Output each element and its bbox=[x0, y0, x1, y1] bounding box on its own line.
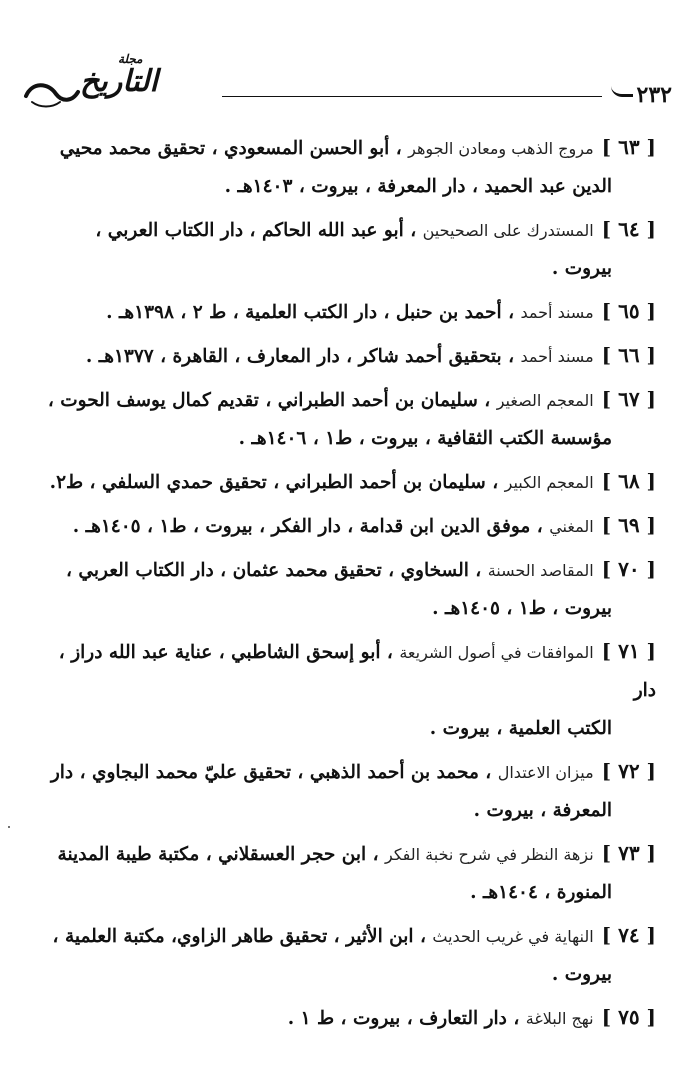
entry-details: ، السخاوي ، تحقيق محمد عثمان ، دار الكتاب العربي ، bbox=[66, 560, 488, 581]
entry-details: ، أبو عبد الله الحاكم ، دار الكتاب العربي ، bbox=[95, 220, 423, 241]
bibliography-entry bbox=[40, 752, 656, 830]
entry-details: ، بتحقيق أحمد شاكر ، دار المعارف ، القاهرة ، ١٣٧٧هـ . bbox=[85, 346, 521, 367]
entry-continuation: بيروت ، ط١ ، ١٤٠٥هـ . bbox=[432, 598, 612, 619]
entry-number: [ ٦٤ ] bbox=[601, 217, 656, 241]
bibliography-entry bbox=[40, 210, 656, 288]
entry-title: المعجم الصغير bbox=[496, 391, 594, 410]
bibliography-entry bbox=[40, 506, 656, 546]
entry-number: [ ٧٥ ] bbox=[601, 1005, 656, 1029]
page-number bbox=[611, 82, 672, 108]
bibliography-entry bbox=[40, 916, 656, 994]
entry-continuation: بيروت . bbox=[551, 964, 612, 985]
entry-details: ، دار التعارف ، بيروت ، ط ١ . bbox=[287, 1008, 526, 1029]
bibliography-entry bbox=[40, 336, 656, 376]
entry-title: المعجم الكبير bbox=[504, 473, 594, 492]
entry-number: [ ٧١ ] bbox=[601, 639, 656, 663]
entry-number: [ ٦٩ ] bbox=[601, 513, 656, 537]
bibliography-entry bbox=[40, 292, 656, 332]
page-number-text: ٢٣٢ bbox=[636, 82, 672, 108]
bibliography-entry bbox=[40, 380, 656, 458]
entry-title: مروج الذهب ومعادن الجوهر bbox=[408, 139, 594, 158]
entry-title: الموافقات في أصول الشريعة bbox=[399, 643, 594, 662]
bibliography-entry bbox=[40, 550, 656, 628]
logo-flourish-icon bbox=[22, 72, 82, 112]
entry-continuation: الدين عبد الحميد ، دار المعرفة ، بيروت ، ١٤٠٣هـ . bbox=[224, 176, 612, 197]
entry-title: ميزان الاعتدال bbox=[497, 763, 594, 782]
scan-speck bbox=[8, 826, 10, 828]
entry-number: [ ٦٨ ] bbox=[601, 469, 656, 493]
journal-logo-title: التاريخ bbox=[80, 64, 158, 99]
entry-details: ، سليمان بن أحمد الطبراني ، تقديم كمال يوسف الحوت ، bbox=[47, 390, 497, 411]
entry-continuation: المنورة ، ١٤٠٤هـ . bbox=[470, 882, 612, 903]
page-number-flourish-icon bbox=[611, 86, 633, 97]
entry-title: مسند أحمد bbox=[520, 303, 594, 322]
entry-details: ، ابن حجر العسقلاني ، مكتبة طيبة المدينة bbox=[57, 844, 385, 865]
entry-title: النهاية في غريب الحديث bbox=[432, 927, 594, 946]
bibliography-entry bbox=[40, 632, 656, 748]
entry-title: المقاصد الحسنة bbox=[487, 561, 594, 580]
bibliography-entry bbox=[40, 998, 656, 1038]
entry-details: ، محمد بن أحمد الذهبي ، تحقيق عليّ محمد البجاوي ، دار bbox=[50, 762, 498, 783]
entry-details: ، ابن الأثير ، تحقيق طاهر الزاوي، مكتبة العلمية ، bbox=[52, 926, 433, 947]
entry-number: [ ٦٧ ] bbox=[601, 387, 656, 411]
header-rule bbox=[222, 96, 602, 97]
entry-title: مسند أحمد bbox=[520, 347, 594, 366]
entry-details: ، أبو الحسن المسعودي ، تحقيق محمد محيي bbox=[59, 138, 409, 159]
entry-continuation: المعرفة ، بيروت . bbox=[473, 800, 612, 821]
journal-logo-top-text: مجلة bbox=[118, 52, 143, 66]
entry-title: المغني bbox=[549, 517, 594, 536]
entry-number: [ ٦٥ ] bbox=[601, 299, 656, 323]
entry-details: ، موفق الدين ابن قدامة ، دار الفكر ، بيروت ، ط١ ، ١٤٠٥هـ . bbox=[72, 516, 550, 537]
entry-number: [ ٧٢ ] bbox=[601, 759, 656, 783]
page-header bbox=[22, 52, 672, 122]
bibliography-entry bbox=[40, 462, 656, 502]
entry-title: المستدرك على الصحيحين bbox=[422, 221, 594, 240]
bibliography-entry bbox=[40, 834, 656, 912]
entry-continuation: الكتب العلمية ، بيروت . bbox=[429, 718, 612, 739]
entry-title: نزهة النظر في شرح نخبة الفكر bbox=[385, 845, 594, 864]
entry-details: ، سليمان بن أحمد الطبراني ، تحقيق حمدي السلفي ، ط٢. bbox=[49, 472, 505, 493]
entry-continuation: بيروت . bbox=[551, 258, 612, 279]
bibliography-list bbox=[40, 128, 656, 1042]
entry-number: [ ٦٣ ] bbox=[601, 135, 656, 159]
entry-continuation: مؤسسة الكتب الثقافية ، بيروت ، ط١ ، ١٤٠٦هـ . bbox=[238, 428, 612, 449]
entry-details: ، أحمد بن حنبل ، دار الكتب العلمية ، ط ٢ ، ١٣٩٨هـ . bbox=[106, 302, 521, 323]
entry-number: [ ٧٣ ] bbox=[601, 841, 656, 865]
entry-number: [ ٧٠ ] bbox=[601, 557, 656, 581]
journal-logo bbox=[22, 52, 222, 118]
bibliography-entry bbox=[40, 128, 656, 206]
entry-number: [ ٧٤ ] bbox=[601, 923, 656, 947]
entry-details: ، أبو إسحق الشاطبي ، عناية عبد الله دراز ، دار bbox=[58, 642, 656, 701]
entry-number: [ ٦٦ ] bbox=[601, 343, 656, 367]
entry-title: نهج البلاغة bbox=[525, 1009, 594, 1028]
